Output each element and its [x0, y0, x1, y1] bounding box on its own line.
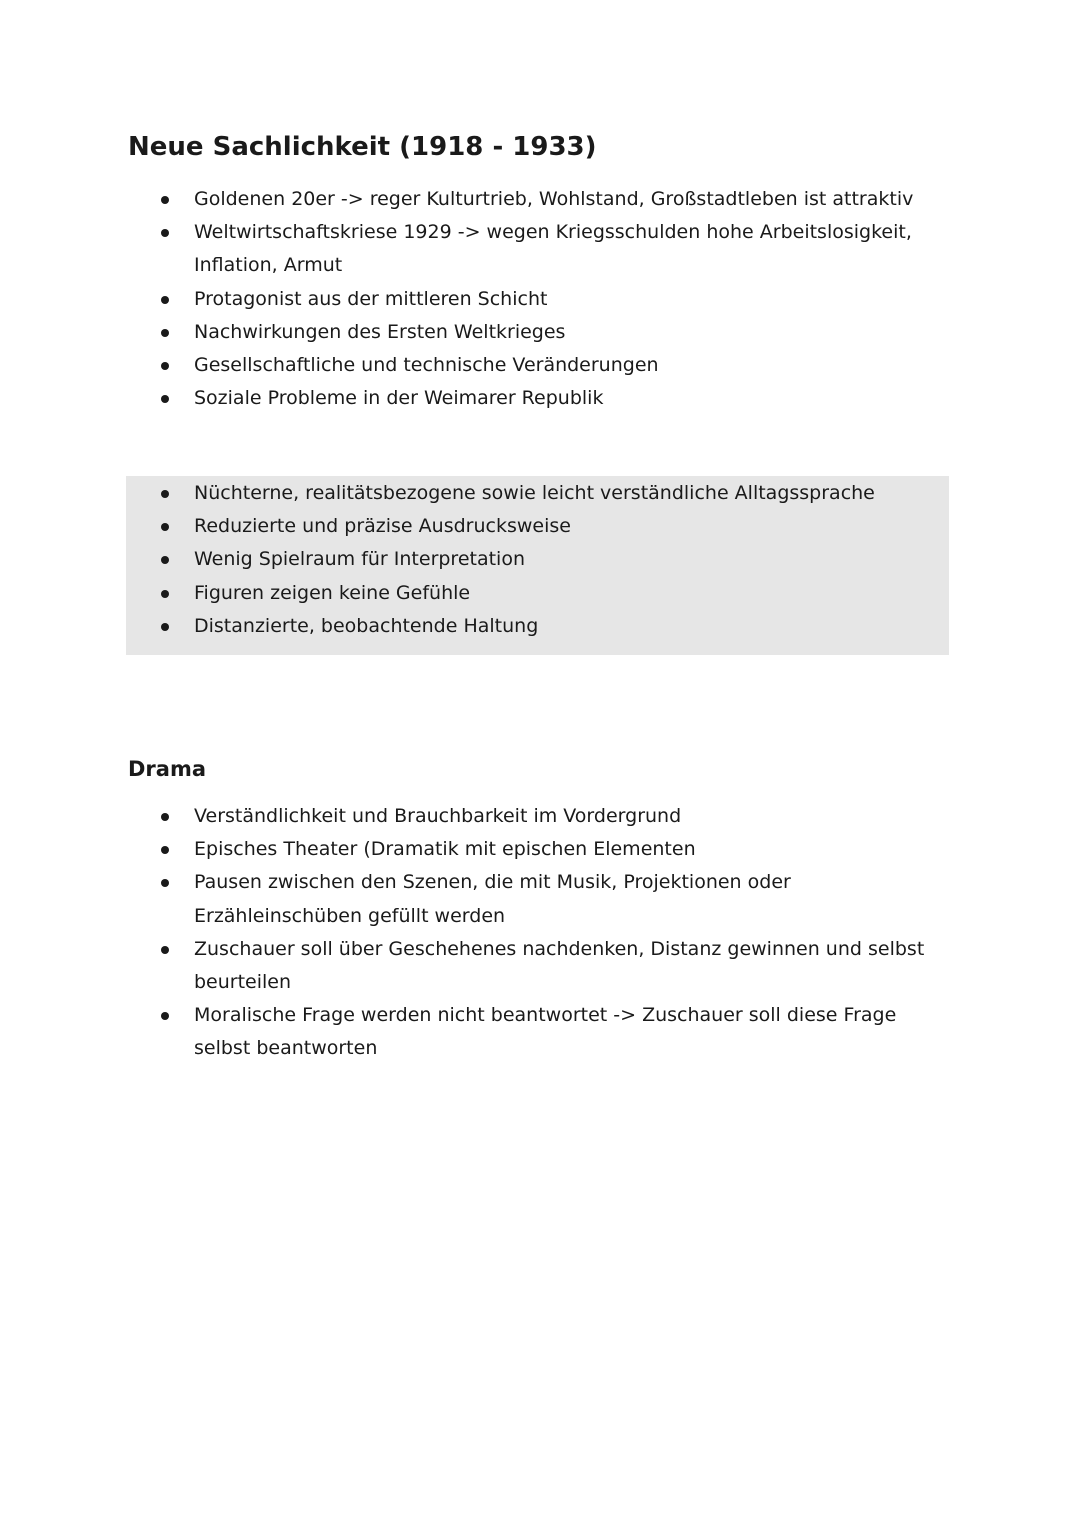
list-item: Weltwirtschaftskriese 1929 -> wegen Kriegsschulden hohe Arbeitslosigkeit, Inflation, Armut: [0, 216, 1080, 282]
context-list: [0, 183, 1080, 415]
list-item: Zuschauer soll über Geschehenes nachdenken, Distanz gewinnen und selbst beurteilen: [0, 933, 1080, 999]
list-item: Soziale Probleme in der Weimarer Republik: [0, 382, 1080, 415]
page-title: Neue Sachlichkeit (1918 - 1933): [128, 132, 597, 162]
list-item: Figuren zeigen keine Gefühle: [0, 577, 1080, 610]
list-item: Episches Theater (Dramatik mit epischen Elementen: [0, 833, 1080, 866]
list-item: Nachwirkungen des Ersten Weltkrieges: [0, 316, 1080, 349]
list-item: Protagonist aus der mittleren Schicht: [0, 283, 1080, 316]
section-heading-drama: Drama: [128, 757, 207, 781]
list-item: Reduzierte und präzise Ausdrucksweise: [0, 510, 1080, 543]
list-item: Moralische Frage werden nicht beantwortet -> Zuschauer soll diese Frage selbst beantworten: [0, 999, 1080, 1065]
style-list: [0, 477, 1080, 643]
list-item: Wenig Spielraum für Interpretation: [0, 543, 1080, 576]
list-item: Goldenen 20er -> reger Kulturtrieb, Wohlstand, Großstadtleben ist attraktiv: [0, 183, 1080, 216]
list-item: Verständlichkeit und Brauchbarkeit im Vordergrund: [0, 800, 1080, 833]
list-item: Pausen zwischen den Szenen, die mit Musik, Projektionen oder Erzähleinschüben gefüllt werden: [0, 866, 1080, 932]
list-item: Nüchterne, realitätsbezogene sowie leicht verständliche Alltagssprache: [0, 477, 1080, 510]
drama-list: [0, 800, 1080, 1066]
list-item: Gesellschaftliche und technische Veränderungen: [0, 349, 1080, 382]
list-item: Distanzierte, beobachtende Haltung: [0, 610, 1080, 643]
